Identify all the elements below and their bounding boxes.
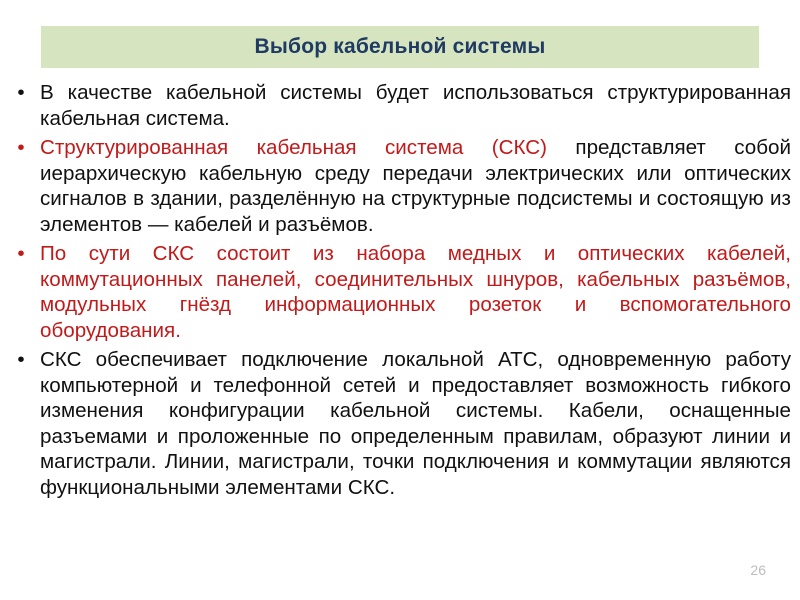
bullet-text: СКС обеспечивает подключение локальной АТС, одновременную работу компьютерной и телефонной сетей и предоставляет возможность гибкого изменения конфигурации кабельной системы. Кабели, оснащенные разъемами и проложенные по определенным правилам, образуют линии и магистрали. Линии, магистрали, точки подключения и коммутации являются функциональными элементами СКС. [40, 348, 791, 499]
bullet-dot-icon: • [17, 136, 25, 159]
bullet-item-3 [11, 241, 791, 343]
bullet-text: По сути СКС состоит из набора медных и оптических кабелей, коммутационных панелей, соединительных шнуров, кабельных разъёмов, модульных гнёзд информационных розеток и вспомогательного оборудования. [40, 242, 791, 342]
bullet-item-4 [11, 347, 791, 500]
bullet-text: представляет собой иерархическую кабельную среду передачи электрических или оптических сигналов в здании, разделённую на структурные подсистемы и состоящую из элементов — кабелей и разъёмов. [40, 136, 791, 236]
bullet-dot-icon: • [17, 348, 25, 371]
bullet-list [11, 80, 791, 504]
bullet-text: В качестве кабельной системы будет использоваться структурированная кабельная система. [40, 81, 791, 130]
slide-title: Выбор кабельной системы [254, 35, 546, 58]
bullet-item-2 [11, 135, 791, 237]
bullet-dot-icon: • [17, 242, 25, 265]
bullet-red-text: Структурированная кабельная система (СКС) [40, 136, 547, 159]
bullet-item-1 [11, 80, 791, 131]
page-number: 26 [750, 562, 766, 578]
title-band [41, 26, 759, 68]
bullet-dot-icon: • [17, 81, 25, 104]
